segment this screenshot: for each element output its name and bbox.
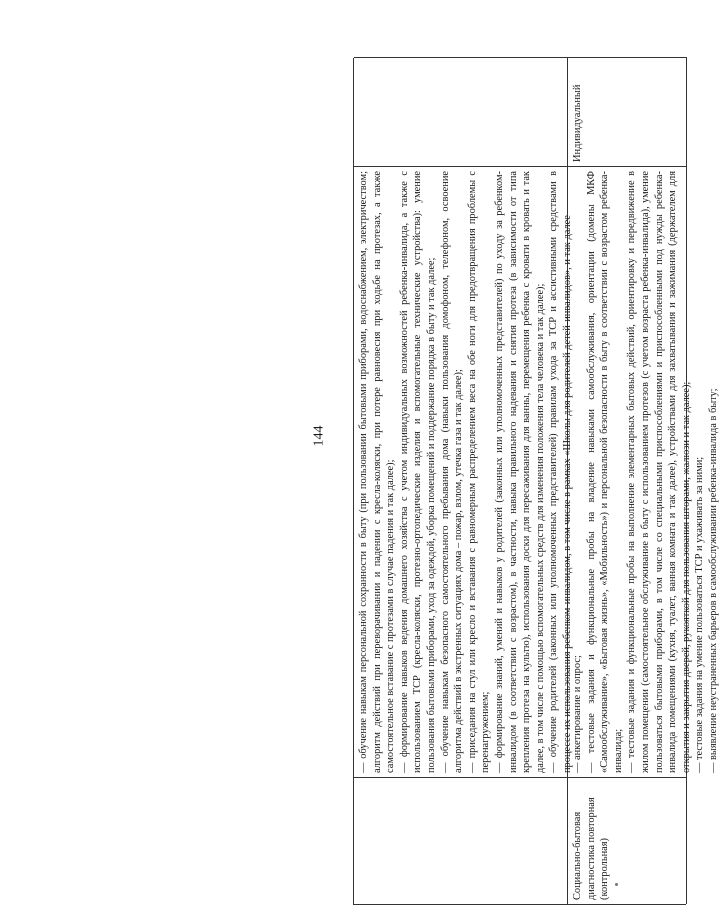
list-item: — тестовые задания и функциональные пробы на владение навыками самообслуживания, ориентации (домены МКФ «Самообслуживание», «Бытовая жизнь», «Мобильность») и персональной безопасности в быту в соответствии с возрастом ребенка-инвалида; (585, 171, 624, 773)
list-item: — формирование знаний, умений и навыков у родителей (законных или уполномоченных представителей) по уходу за ребенком-инвалидом (в соответствии с возрастом), в частности, навыка правильного надевания и снятия протеза (в зависимости от типа крепления протеза на культю), использования доски для пересаживания для ванны, перемещения ребенка с кровати в кровать и так далее, в том числе с помощью вспомогательных средств для изменения положения тела человека и так далее); (493, 171, 546, 773)
list-item: — тестовые задания и функциональные пробы на выполнение элементарных бытовых действий, ориентировку и передвижение в жилом помещении (самостоятельное обслуживание в быту с использованием протезов (с учетом возраста ребенка-инвалида), умение пользоваться бытовыми приборами, в том числе со специальными приспособлениями и приспособленными под нужды ребенка-инвалида помещениями (кухня, туалет, ванная комната и так далее), устройствами для захватывания и зажимания (держателем для открытия и закрытия дверей, рукояткой для пользования шторами, жалюзи и так далее); (626, 171, 692, 773)
services-table (353, 58, 719, 905)
table-row-1-col-2 (354, 166, 573, 777)
scan-speck (615, 883, 618, 886)
list-item: — формирование навыков ведения домашнего хозяйства с учетом индивидуальных возможностей ребенка-инвалида, а также с использованием ТСР (кресла-коляски, протезно-ортопедические изделия и вспомогательные технические устройства): умение пользования бытовыми приборами, уход за одеждой, уборка помещений и поддержание порядка в быту и так далее; (398, 171, 437, 773)
list-item: — анкетирование и опрос; (572, 655, 583, 773)
rotated-table-wrapper (353, 58, 719, 905)
service-name: Социально-бытовая диагностика повторная (контрольная) (572, 797, 611, 900)
table-row-2-col-1 (568, 777, 687, 904)
list-item: — обучение навыкам персональной сохранности в быту (при пользовании бытовыми приборами, водоснабжением, электричеством; алгоритм действий при переворачивании и падении с кресла-коляски, при потере равновесия при ходьбе на протезах, а также самостоятельное вставание с протезами в случае падения и так далее); (358, 171, 397, 773)
list-item: — выявление неустраненных барьеров в самообслуживании ребенка-инвалида в быту; (707, 388, 719, 773)
table-row-1-col-1 (354, 777, 568, 904)
list-item: — приседания на стул или кресло и вставания с равномерным распределением веса на обе ноги для предотвращения проблемы с перенагружением; (466, 171, 492, 773)
list-item: — тестовые задания на умение пользоваться ТСР и ухаживать за ними; (694, 456, 706, 773)
table-row-2-col-3 (568, 57, 687, 166)
list-item: — обучение навыкам безопасного самостоятельного пребывания дома (навыки пользования домофоном, телефоном, освоение алгоритма действий в экстренных ситуациях дома – пожар, взлом, утечка газа и так далее); (439, 171, 465, 773)
list-item: — обучение родителей (законных или уполномоченных представителей) правилам ухода за ТСР и ассистивными средствами в процессе их использования ребенком-инвалидом, в том числе в рамках «Школы для родителей детей-инвалидов», и так далее (548, 171, 573, 773)
table-row-1-col-3 (354, 57, 568, 166)
table-row-2-col-2 (568, 166, 719, 777)
page-number: 144 (311, 425, 327, 447)
service-form: Индивидуальный (572, 84, 583, 162)
